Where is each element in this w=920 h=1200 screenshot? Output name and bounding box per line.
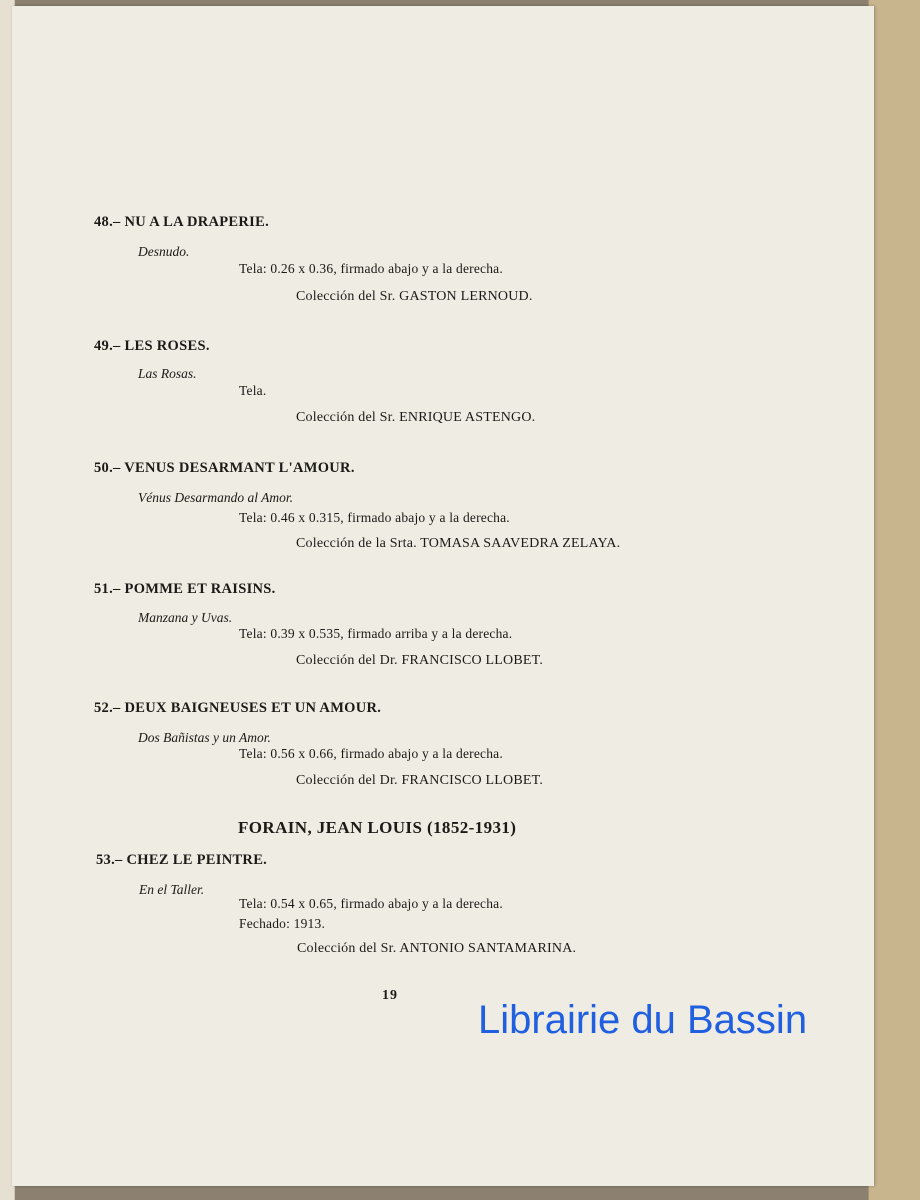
entry-title-text: VENUS DESARMANT L'AMOUR. [124,460,355,476]
entry-51-subtitle: Manzana y Uvas. [138,610,233,625]
entry-50-detail: Tela: 0.46 x 0.315, firmado abajo y a la derecha. [239,510,510,525]
entry-number: 52. [94,700,114,716]
artist-heading: FORAIN, JEAN LOUIS (1852-1931) [238,818,517,837]
entry-48-collection: Colección del Sr. GASTON LERNOUD. [296,289,533,304]
page-number: 19 [382,988,398,1003]
entry-49-title: 49.– LES ROSES. [94,338,210,354]
entry-49-subtitle: Las Rosas. [138,366,197,381]
entry-title-text: LES ROSES. [124,338,210,354]
entry-52-detail: Tela: 0.56 x 0.66, firmado abajo y a la derecha. [239,746,503,761]
entry-number: 53. [96,852,116,868]
entry-52-title: 52.– DEUX BAIGNEUSES ET UN AMOUR. [94,700,382,716]
entry-title-text: NU A LA DRAPERIE. [124,214,270,230]
entry-51-collection: Colección del Dr. FRANCISCO LLOBET. [296,653,544,668]
entry-53-subtitle: En el Taller. [139,882,205,897]
entry-53-detail: Tela: 0.54 x 0.65, firmado abajo y a la derecha. [239,896,503,911]
entry-50-title: 50.– VENUS DESARMANT L'AMOUR. [94,460,355,476]
entry-53-date: Fechado: 1913. [239,916,326,931]
entry-title-text: DEUX BAIGNEUSES ET UN AMOUR. [124,700,382,716]
entry-52-collection: Colección del Dr. FRANCISCO LLOBET. [296,773,544,788]
cover-backing [868,0,920,1200]
entry-48-detail: Tela: 0.26 x 0.36, firmado abajo y a la derecha. [239,261,503,276]
entry-49-collection: Colección del Sr. ENRIQUE ASTENGO. [296,410,536,425]
entry-title-text: CHEZ LE PEINTRE. [126,852,268,868]
entry-number: 48. [94,214,114,230]
entry-number: 51. [94,581,114,597]
entry-51-title: 51.– POMME ET RAISINS. [94,581,276,597]
entry-53-title: 53.– CHEZ LE PEINTRE. [96,852,268,868]
watermark: Librairie du Bassin [478,998,808,1042]
entry-title-text: POMME ET RAISINS. [124,581,276,597]
entry-50-collection: Colección de la Srta. TOMASA SAAVEDRA ZELAYA. [296,536,621,551]
entry-52-subtitle: Dos Bañistas y un Amor. [138,730,271,745]
entry-53-collection: Colección del Sr. ANTONIO SANTAMARINA. [297,941,577,956]
entry-48-title: 48.– NU A LA DRAPERIE. [94,214,270,230]
entry-51-detail: Tela: 0.39 x 0.535, firmado arriba y a la derecha. [239,626,513,641]
entry-50-subtitle: Vénus Desarmando al Amor. [138,490,293,505]
entry-number: 50. [94,460,114,476]
entry-number: 49. [94,338,114,354]
entry-48-subtitle: Desnudo. [138,244,190,259]
entry-49-detail: Tela. [239,383,267,398]
